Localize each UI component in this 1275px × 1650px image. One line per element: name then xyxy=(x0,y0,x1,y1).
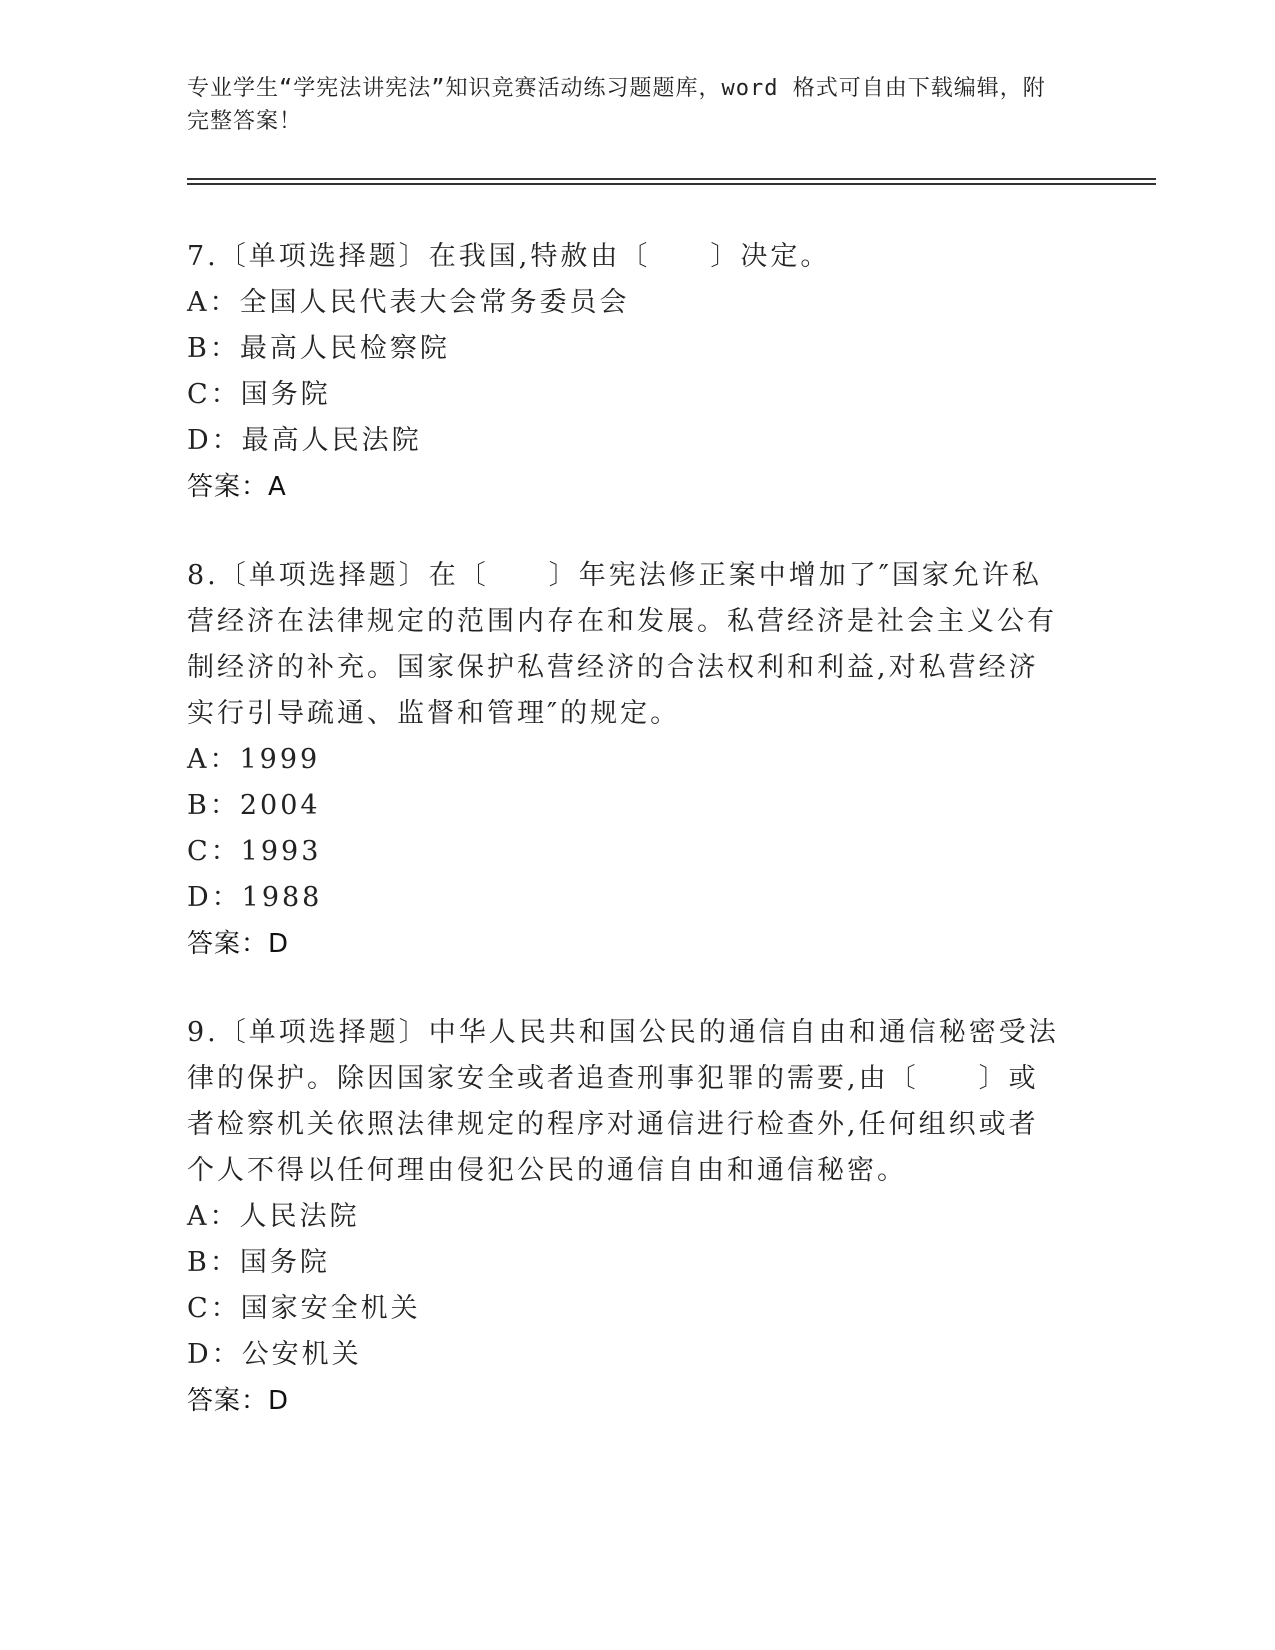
header-divider-top xyxy=(187,178,1156,180)
option-c: C：1993 xyxy=(187,836,322,867)
option-b: B：2004 xyxy=(187,790,321,821)
question-8 xyxy=(187,553,1067,967)
option-a: A：全国人民代表大会常务委员会 xyxy=(187,287,630,318)
question-text: 7.〔单项选择题〕在我国,特赦由〔 〕决定。 xyxy=(187,241,831,272)
option-c: C：国务院 xyxy=(187,379,331,410)
answer-line: 答案：A xyxy=(187,472,287,502)
option-d: D：公安机关 xyxy=(187,1339,362,1370)
question-7 xyxy=(187,234,1067,510)
option-b: B：国务院 xyxy=(187,1247,330,1278)
option-a: A：人民法院 xyxy=(187,1201,360,1232)
header-divider-bottom xyxy=(187,183,1156,185)
question-9 xyxy=(187,1010,1067,1424)
option-a: A：1999 xyxy=(187,744,321,775)
option-b: B：最高人民检察院 xyxy=(187,333,450,364)
question-text: 8.〔单项选择题〕在〔 〕年宪法修正案中增加了″国家允许私营经济在法律规定的范围内存在和发展。私营经济是社会主义公有制经济的补充。国家保护私营经济的合法权利和利益,对私营经济实行引导疏通、监督和管理″的规定。 xyxy=(187,560,1057,729)
answer-line: 答案：D xyxy=(187,929,290,959)
option-d: D：1988 xyxy=(187,882,323,913)
question-text: 9.〔单项选择题〕中华人民共和国公民的通信自由和通信秘密受法律的保护。除因国家安全或者追查刑事犯罪的需要,由〔 〕或者检察机关依照法律规定的程序对通信进行检查外,任何组织或者个人不得以任何理由侵犯公民的通信自由和通信秘密。 xyxy=(187,1017,1059,1186)
option-d: D：最高人民法院 xyxy=(187,425,422,456)
option-c: C：国家安全机关 xyxy=(187,1293,421,1324)
answer-line: 答案：D xyxy=(187,1386,290,1416)
document-header: 专业学生“学宪法讲宪法”知识竞赛活动练习题题库，word 格式可自由下载编辑，附完整答案！ xyxy=(187,76,1046,134)
